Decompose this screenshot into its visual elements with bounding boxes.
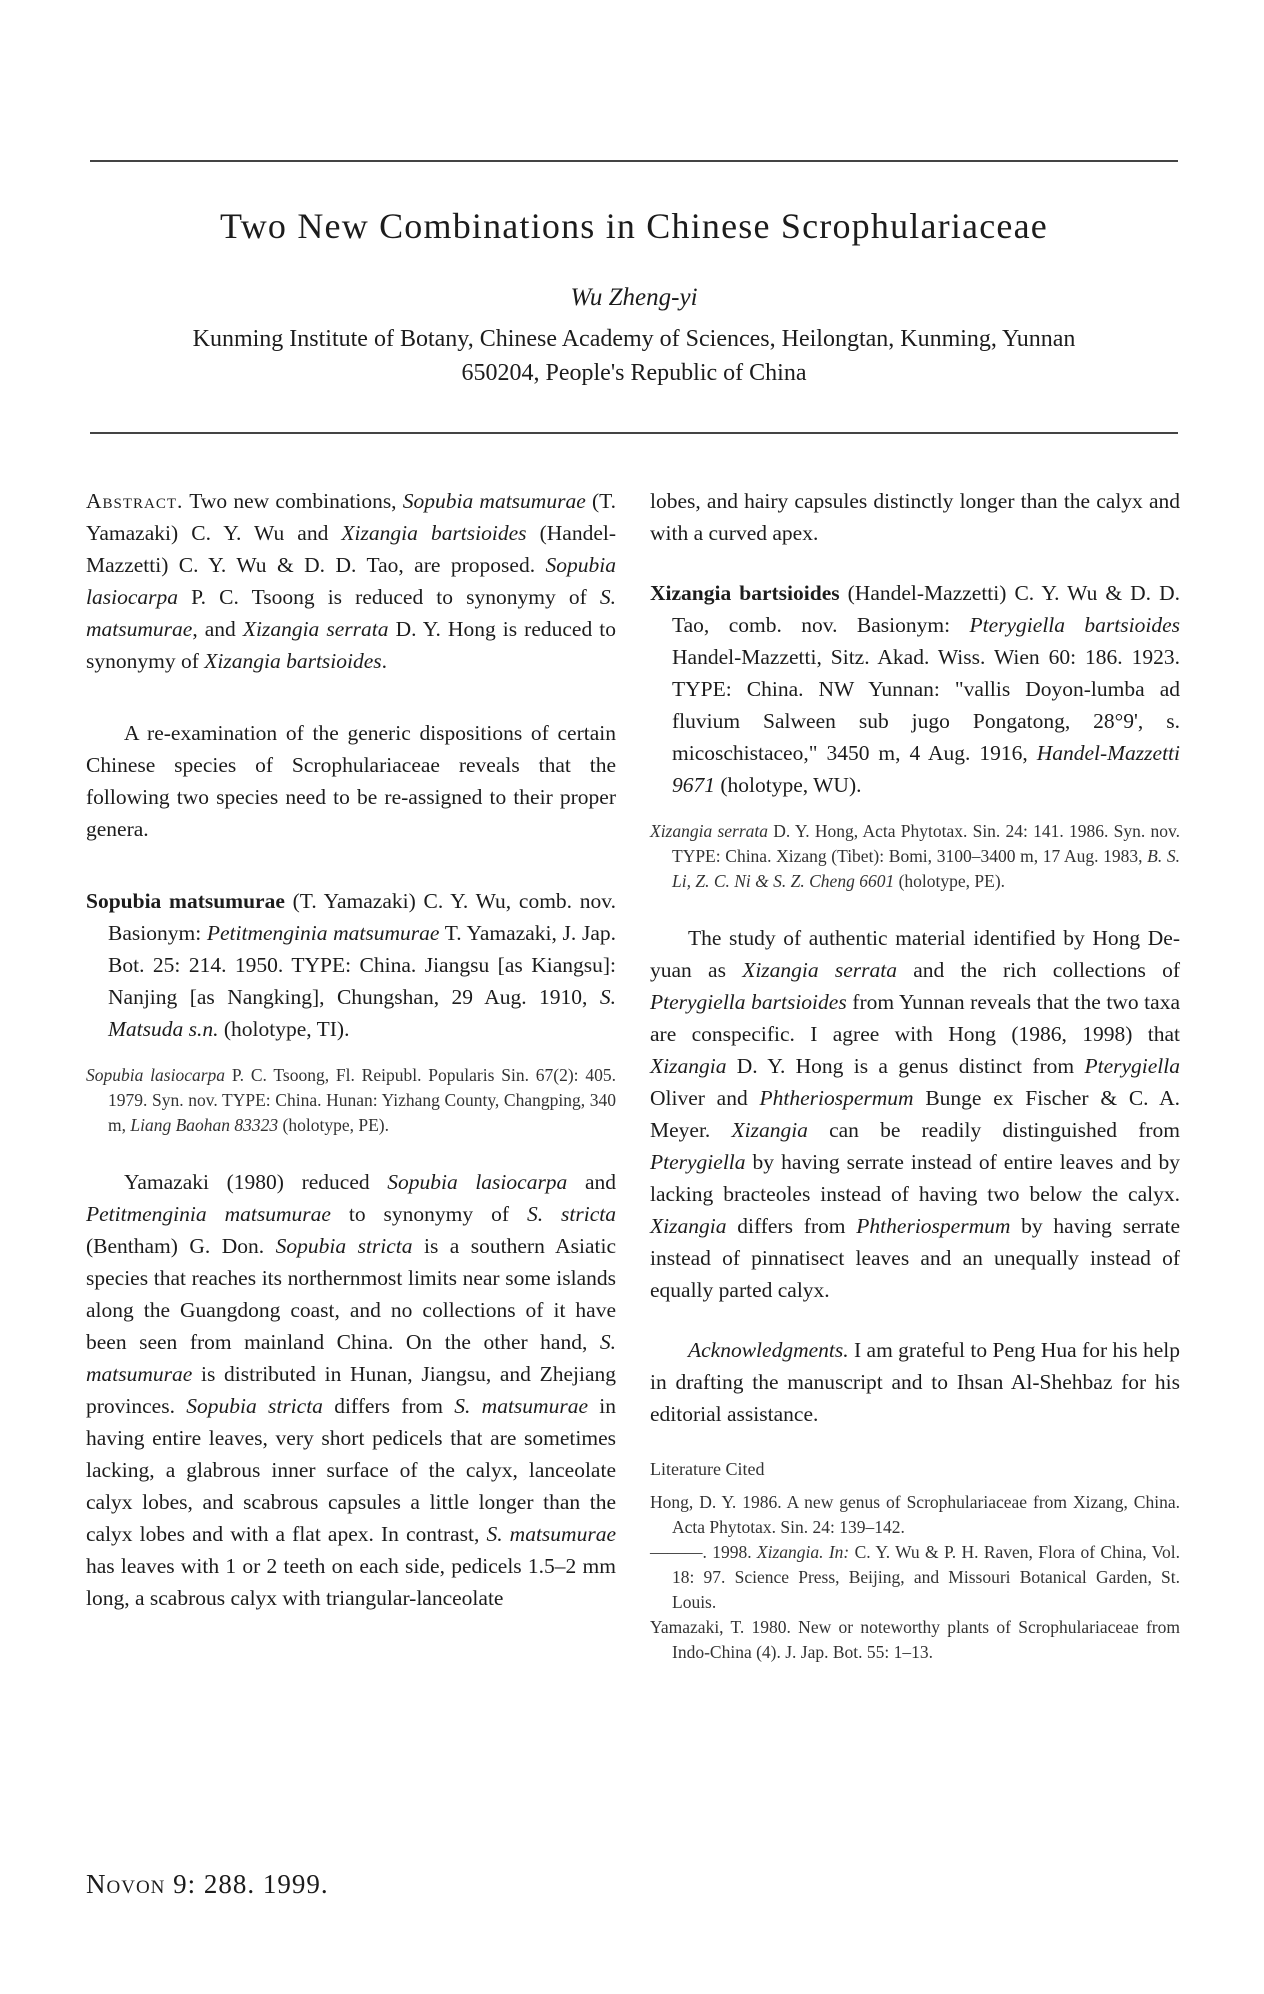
species-entry-sopubia: Sopubia matsumurae (T. Yamazaki) C. Y. Wu, comb. nov. Basionym: Petitmenginia matsumurae T. Yamazaki, J. Jap. Bot. 25: 214. 1950. TYPE: China. Jiangsu [as Kiangsu]: Nanjing [as Nangking], Chungshan, 29 Aug. 1910, S. Matsuda s.n. (holotype, TI). [86,889,617,1041]
synonym-entry-xizangia: Xizangia serrata D. Y. Hong, Acta Phytotax. Sin. 24: 141. 1986. Syn. nov. TYPE: China. Xizang (Tibet): Bomi, 3100–3400 m, 17 Aug. 1983, B. S. Li, Z. C. Ni & S. Z. Cheng 6601 (holotype, PE). [650,821,1180,891]
author-name: Wu Zheng-yi [570,284,698,311]
study-paragraph: The study of authentic material identified by Hong De-yuan as Xizangia serrata and the rich collections of Pterygiella bartsioides from Yunnan reveals that the two taxa are conspecific. I agree with Hong (1986, 1998) that Xizangia D. Y. Hong is a genus distinct from Pterygiella Oliver and Phtheriospermum Bunge ex Fischer & C. A. Meyer. Xizangia can be readily distinguished from Pterygiella by having serrate instead of entire leaves and by lacking bracteoles instead of having two below the calyx. Xizangia differs from Phtheriospermum by having serrate instead of pinnatisect leaves and an unequally instead of equally parted calyx. [650,926,1181,1302]
acknowledgments-label: Acknowledgments. [688,1338,849,1362]
acknowledgments: Acknowledgments. I am grateful to Peng Hua for his help in drafting the manuscript and to Ihsan Al-Shehbaz for his editorial assistance. [650,1338,1180,1426]
top-rule [90,160,1178,162]
abstract-label: Abstract. [86,489,184,513]
header-rule [90,432,1178,434]
affiliation [90,322,1178,390]
page-footer [86,1868,329,1900]
paper-title: Two New Combinations in Chinese Scrophulariaceae [220,206,1048,246]
left-column [86,485,616,1614]
intro-paragraph: A re-examination of the generic dispositions of certain Chinese species of Scrophulariaceae reveals that the following two species need to be re-assigned to their proper genera. [86,721,616,841]
reference-item: Yamazaki, T. 1980. New or noteworthy plants of Scrophulariaceae from Indo-China (4). J. Jap. Bot. 55: 1–13. [650,1617,1180,1662]
species-name: Sopubia matsumurae [86,889,285,913]
affiliation-line-1: Kunming Institute of Botany, Chinese Academy of Sciences, Heilongtan, Kunming, Yunnan [192,326,1076,352]
abstract: Abstract. Two new combinations, Sopubia matsumurae (T. Yamazaki) C. Y. Wu and Xizangia bartsioides (Handel-Mazzetti) C. Y. Wu & D. D. Tao, are proposed. Sopubia lasiocarpa P. C. Tsoong is reduced to synonymy of S. matsumurae, and Xizangia serrata D. Y. Hong is reduced to synonymy of Xizangia bartsioides. [86,489,617,673]
reference-item: Hong, D. Y. 1986. A new genus of Scrophulariaceae from Xizang, China. Acta Phytotax. Sin. 24: 139–142. [650,1492,1180,1537]
species-name: Xizangia bartsioides [650,581,840,605]
discussion-paragraph: Yamazaki (1980) reduced Sopubia lasiocarpa and Petitmenginia matsumurae to synonymy of S. stricta (Bentham) G. Don. Sopubia stricta is a southern Asiatic species that reaches its northernmost limits near some islands along the Guangdong coast, and no collections of it have been seen from mainland China. On the other hand, S. matsumurae is distributed in Hunan, Jiangsu, and Zhejiang provinces. Sopubia stricta differs from S. matsumurae in having entire leaves, very short pedicels that are sometimes lacking, a glabrous inner surface of the calyx, lanceolate calyx lobes, and scabrous capsules a little longer than the calyx lobes and with a flat apex. In contrast, S. matsumurae has leaves with 1 or 2 teeth on each side, pedicels 1.5–2 mm long, a scabrous calyx with triangular-lanceolate [86,1170,617,1610]
journal-name: Novon [86,1869,166,1899]
footer-citation: 9: 288. 1999. [165,1869,329,1899]
species-entry-xizangia: Xizangia bartsioides (Handel-Mazzetti) C. Y. Wu & D. D. Tao, comb. nov. Basionym: Pterygiella bartsioides Handel-Mazzetti, Sitz. Akad. Wiss. Wien 60: 186. 1923. TYPE: China. NW Yunnan: "vallis Doyon-lumba ad fluvium Salween sub jugo Pongatong, 28°9', s. micoschistaceo," 3450 m, 4 Aug. 1916, Handel-Mazzetti 9671 (holotype, WU). [650,581,1180,797]
right-column [650,485,1180,1665]
synonym-entry-sopubia: Sopubia lasiocarpa P. C. Tsoong, Fl. Reipubl. Popularis Sin. 67(2): 405. 1979. Syn. nov. TYPE: China. Hunan: Yizhang County, Changping, 340 m, Liang Baohan 83323 (holotype, PE). [86,1065,616,1135]
literature-heading: Literature Cited [650,1459,765,1479]
continued-paragraph: lobes, and hairy capsules distinctly longer than the calyx and with a curved apex. [650,489,1180,545]
affiliation-line-2: 650204, People's Republic of China [461,360,807,386]
reference-item: ———. 1998. Xizangia. In: C. Y. Wu & P. H. Raven, Flora of China, Vol. 18: 97. Science Press, Beijing, and Missouri Botanical Garden, St. Louis. [650,1542,1180,1612]
